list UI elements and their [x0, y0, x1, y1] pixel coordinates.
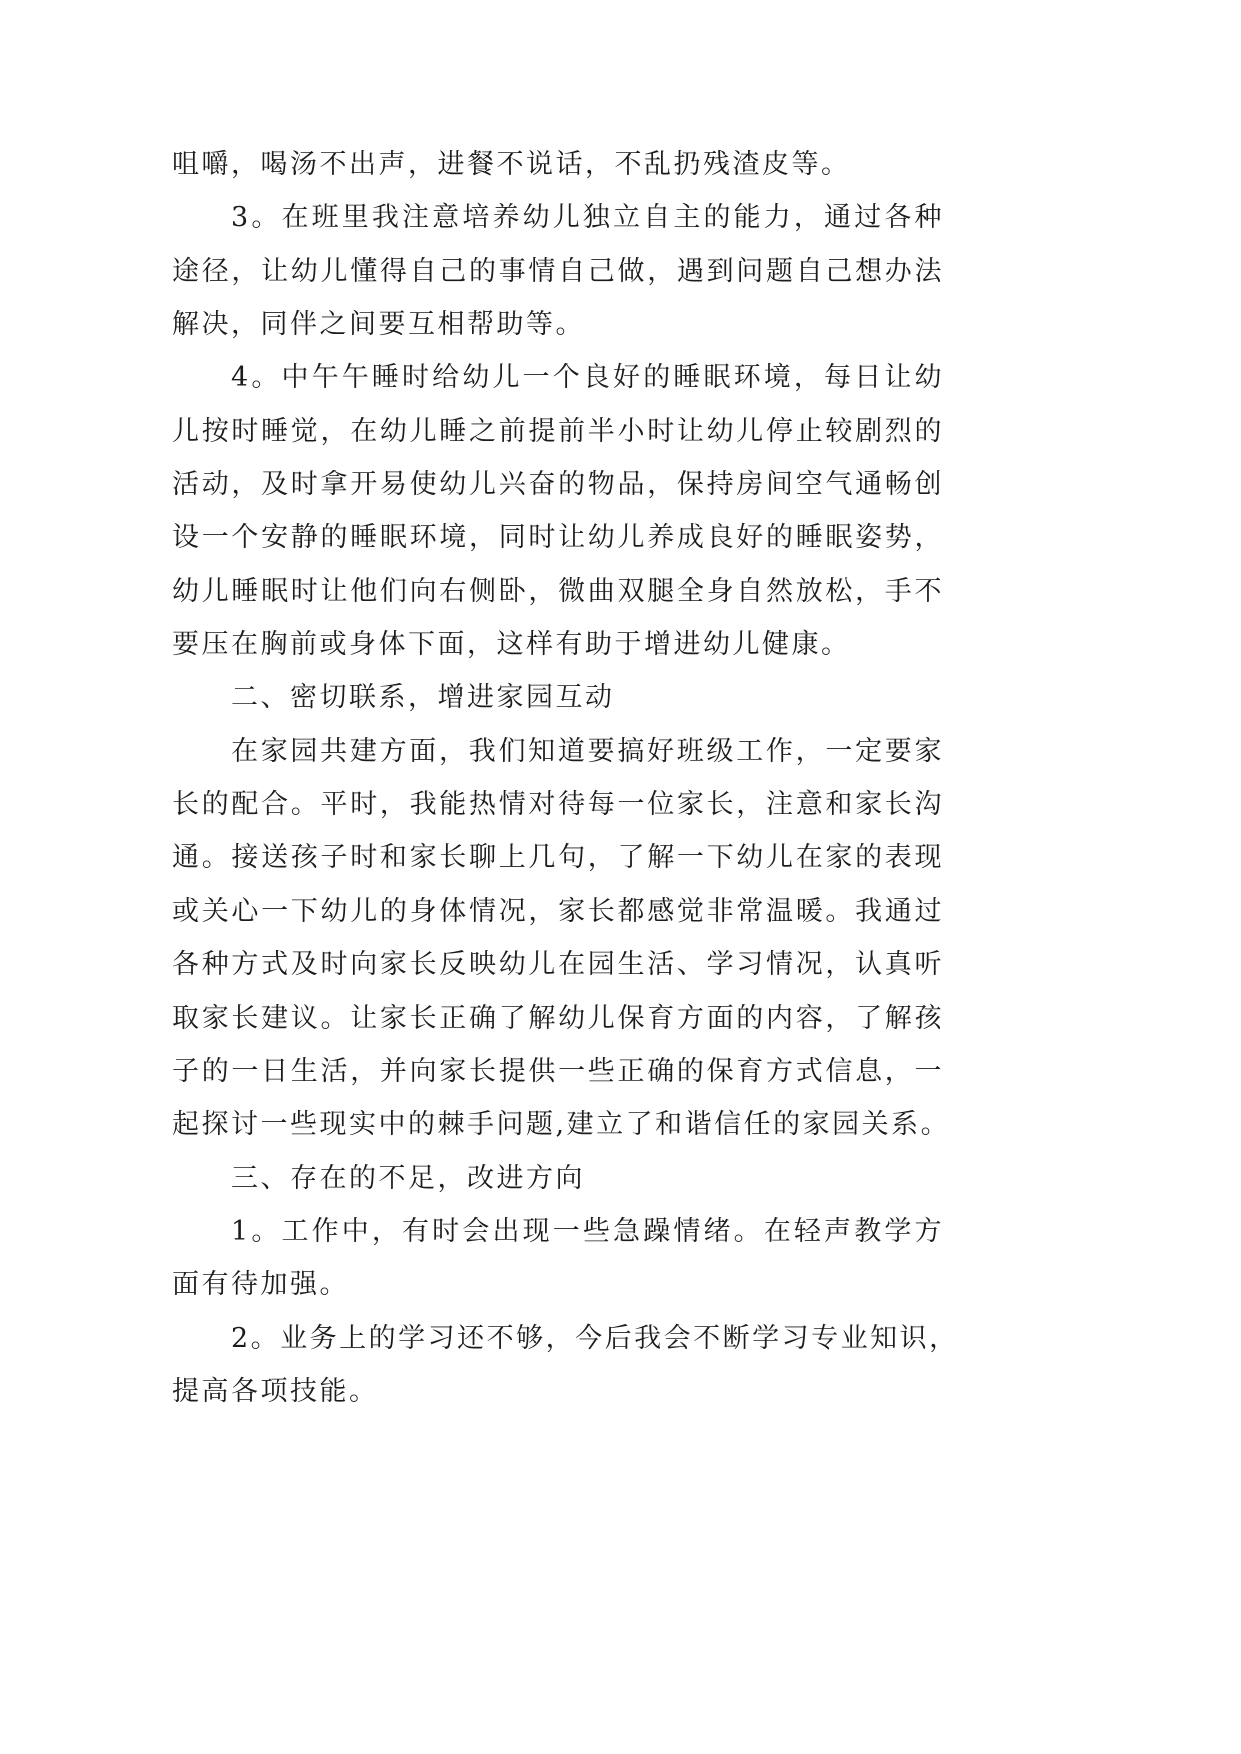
text-line: 取家长建议。让家长正确了解幼儿保育方面的内容，了解孩 — [172, 1002, 944, 1034]
text-line: 面有待加强。 — [172, 1269, 349, 1301]
text-line: 要压在胸前或身体下面，这样有助于增进幼儿健康。 — [172, 629, 851, 661]
text-line: 解决，同伴之间要互相帮助等。 — [172, 309, 585, 341]
section-heading-text: 三、存在的不足，改进方向 — [231, 1162, 585, 1194]
text-line: 通。接送孩子时和家长聊上几句，了解一下幼儿在家的表现 — [172, 842, 944, 874]
text-line: 3。在班里我注意培养幼儿独立自主的能力，通过各种 — [231, 202, 944, 234]
text-line: 在家园共建方面，我们知道要搞好班级工作，一定要家 — [231, 735, 944, 767]
text-line: 咀嚼，喝汤不出声，进餐不说话，不乱扔残渣皮等。 — [172, 149, 851, 180]
paragraph — [172, 725, 951, 1152]
paragraph — [172, 138, 944, 191]
text-line: 2。业务上的学习还不够，今后我会不断学习专业知识， — [231, 1322, 959, 1354]
text-line: 活动，及时拿开易使幼儿兴奋的物品，保持房间空气通畅创 — [172, 469, 944, 501]
text-line: 或关心一下幼儿的身体情况，家长都感觉非常温暖。我通过 — [172, 895, 944, 927]
section-heading-text: 二、密切联系，增进家园互动 — [231, 682, 615, 714]
document-body — [172, 138, 959, 1418]
text-line: 途径，让幼儿懂得自己的事情自己做，遇到问题自己想办法 — [172, 255, 944, 287]
paragraph — [172, 351, 944, 671]
text-line: 长的配合。平时，我能热情对待每一位家长，注意和家长沟 — [172, 789, 944, 821]
text-line: 起探讨一些现实中的棘手问题,建立了和谐信任的家园关系。 — [172, 1109, 951, 1141]
text-line: 设一个安静的睡眠环境，同时让幼儿养成良好的睡眠姿势， — [172, 522, 944, 554]
paragraph — [172, 1205, 944, 1312]
text-line: 各种方式及时向家长反映幼儿在园生活、学习情况，认真听 — [172, 949, 944, 981]
text-line: 子的一日生活，并向家长提供一些正确的保育方式信息，一 — [172, 1055, 944, 1087]
text-line: 提高各项技能。 — [172, 1375, 379, 1407]
section-heading — [172, 671, 944, 724]
paragraph — [172, 191, 944, 351]
section-heading — [172, 1152, 944, 1205]
text-line: 1。工作中，有时会出现一些急躁情绪。在轻声教学方 — [231, 1215, 944, 1247]
text-line: 4。中午午睡时给幼儿一个良好的睡眠环境，每日让幼 — [231, 362, 944, 394]
paragraph — [172, 1312, 959, 1419]
text-line: 幼儿睡眠时让他们向右侧卧，微曲双腿全身自然放松，手不 — [172, 575, 944, 607]
text-line: 儿按时睡觉，在幼儿睡之前提前半小时让幼儿停止较剧烈的 — [172, 415, 944, 447]
